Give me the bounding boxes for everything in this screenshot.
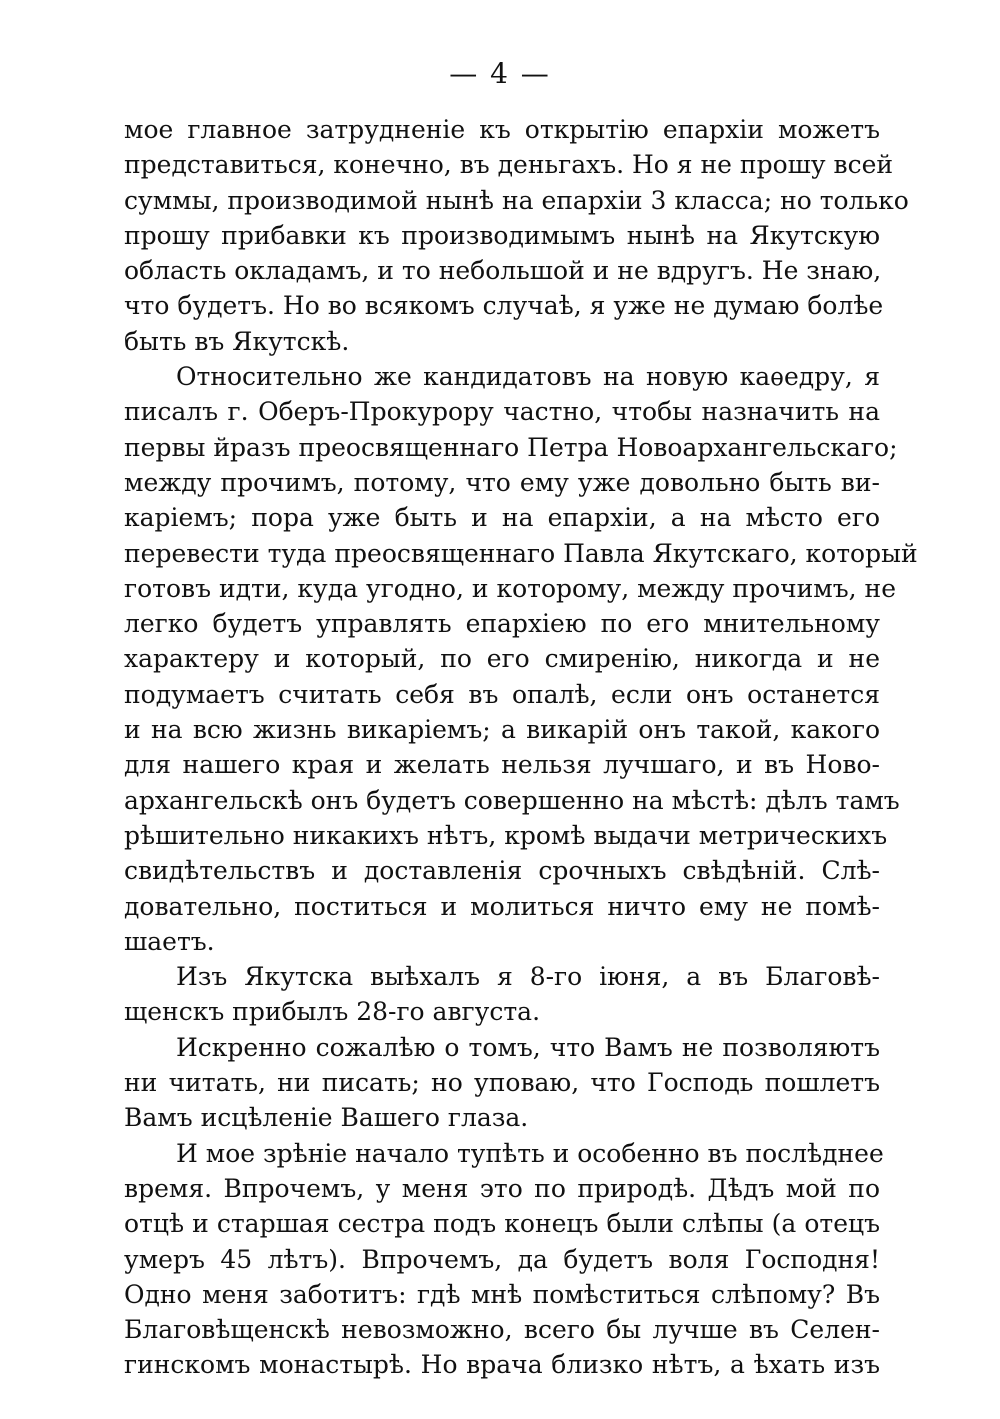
text-line: готовъ идти, куда угодно, и которому, между прочимъ, не bbox=[124, 573, 897, 603]
text-line: Благовѣщенскѣ невозможно, всего бы лучше въ Селен- bbox=[124, 1315, 880, 1345]
text-line: мое главное затрудненіе къ открытію епархіи можетъ bbox=[124, 115, 880, 144]
text-line: щенскъ прибылъ 28-го августа. bbox=[124, 997, 541, 1027]
text-line: довательно, поститься и молиться ничто ему не помѣ- bbox=[124, 891, 880, 921]
text-line: каріемъ; пора уже быть и на епархіи, а на мѣсто его bbox=[124, 503, 880, 533]
text-line: умеръ 45 лѣтъ). Впрочемъ, да будетъ воля Господня! bbox=[124, 1244, 880, 1274]
text-line: шаетъ. bbox=[124, 926, 215, 956]
text-line: подумаетъ считать себя въ опалѣ, если онъ останется bbox=[124, 679, 880, 709]
text-line: легко будетъ управлять епархіею по его мнительному bbox=[124, 609, 880, 639]
text-line: прошу прибавки къ производимымъ нынѣ на Якутскую bbox=[124, 220, 880, 250]
text-line: писалъ г. Оберъ-Прокурору частно, чтобы назначить на bbox=[124, 397, 880, 427]
text-line: первы йразъ преосвященнаго Петра Новоархангельскаго; bbox=[124, 432, 898, 462]
text-line: гинскомъ монастырѣ. Но врача близко нѣтъ, а ѣхать изъ bbox=[124, 1350, 880, 1380]
text-line: характеру и который, по его смиренію, никогда и не bbox=[124, 644, 880, 674]
text-line: рѣшительно никакихъ нѣтъ, кромѣ выдачи метрическихъ bbox=[124, 820, 888, 850]
text-line: отцѣ и старшая сестра подъ конецъ были слѣпы (а отецъ bbox=[124, 1209, 880, 1239]
text-line: перевести туда преосвященнаго Павла Якутскаго, который bbox=[124, 538, 918, 568]
text-line: ни читать, ни писать; но уповаю, что Господь пошлетъ bbox=[124, 1068, 880, 1098]
text-line: представиться, конечно, въ деньгахъ. Но я не прошу всей bbox=[124, 150, 894, 180]
text-line: Относительно же кандидатовъ на новую каѳедру, я bbox=[176, 362, 880, 392]
text-line: область окладамъ, и то небольшой и не вдругъ. Не знаю, bbox=[124, 256, 882, 286]
text-line: для нашего края и желать нельзя лучшаго, и въ Ново- bbox=[124, 750, 880, 780]
text-line: Одно меня заботитъ: гдѣ мнѣ помѣститься слѣпому? Въ bbox=[124, 1279, 880, 1309]
text-line: между прочимъ, потому, что ему уже довольно быть ви- bbox=[124, 467, 880, 497]
text-line: И мое зрѣніе начало тупѣть и особенно въ послѣднее bbox=[176, 1138, 884, 1168]
text-line: архангельскѣ онъ будетъ совершенно на мѣстѣ: дѣлъ тамъ bbox=[124, 785, 900, 815]
text-line: и на всю жизнь викаріемъ; а викарій онъ такой, какого bbox=[124, 715, 880, 745]
text-line: что будетъ. Но во всякомъ случаѣ, я уже не думаю болѣе bbox=[124, 291, 884, 321]
text-line: суммы, производимой нынѣ на епархіи 3 класса; но только bbox=[124, 185, 909, 215]
text-line: время. Впрочемъ, у меня это по природѣ. Дѣдъ мой по bbox=[124, 1173, 880, 1203]
body-text bbox=[124, 112, 918, 1383]
text-line: свидѣтельствъ и доставленія срочныхъ свѣдѣній. Слѣ- bbox=[124, 856, 880, 886]
text-line: Изъ Якутска выѣхалъ я 8-го іюня, а въ Благовѣ- bbox=[176, 962, 880, 992]
page-number: — 4 — bbox=[449, 57, 551, 90]
text-line: быть въ Якутскѣ. bbox=[124, 326, 350, 356]
text-line: Искренно сожалѣю о томъ, что Вамъ не позволяютъ bbox=[176, 1032, 880, 1062]
text-line: Вамъ исцѣленіе Вашего глаза. bbox=[124, 1103, 529, 1133]
